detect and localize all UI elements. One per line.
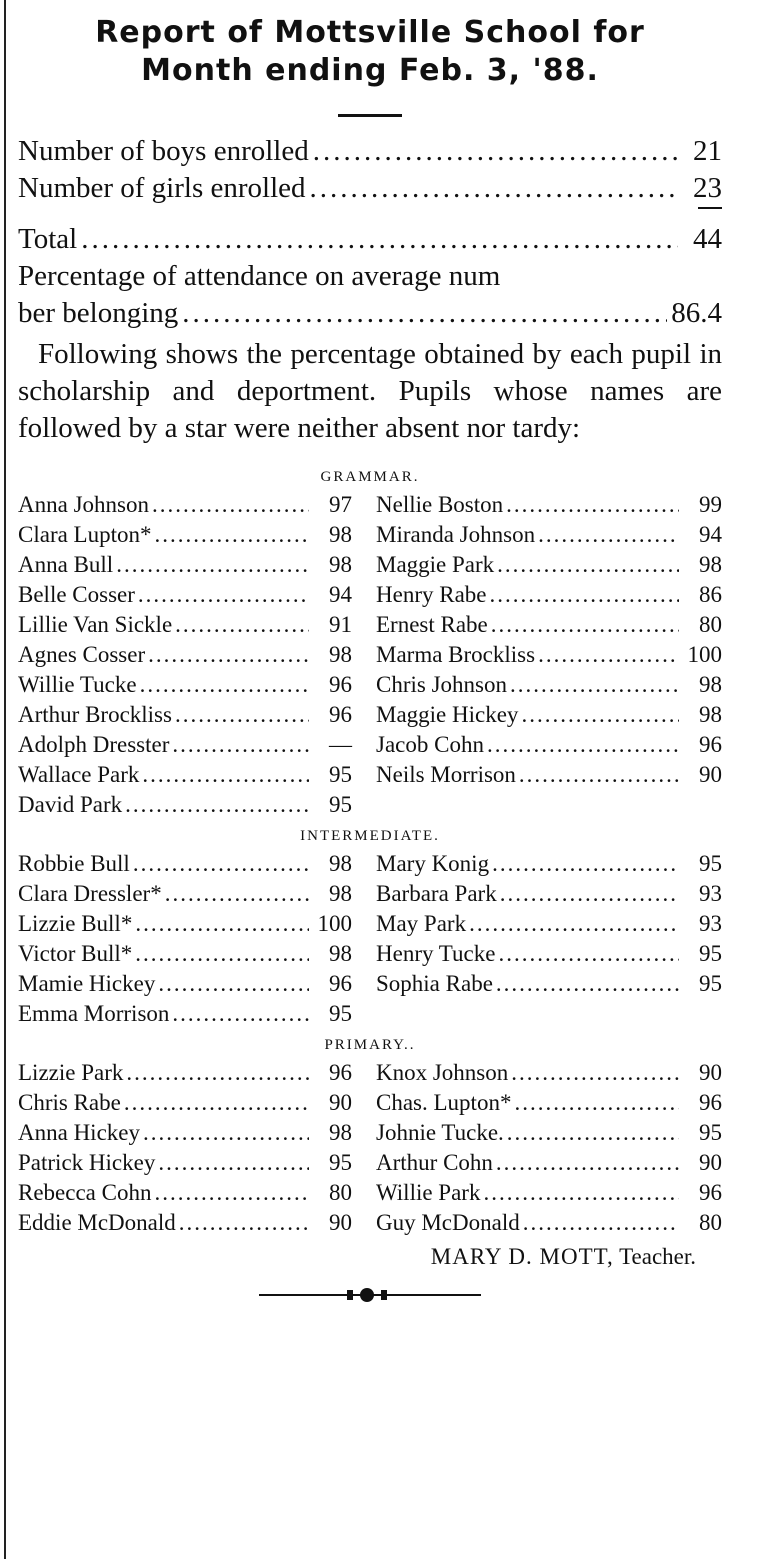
pupil-score: — (329, 732, 352, 757)
boys-enrolled-row (18, 133, 722, 170)
pupil-name: Victor Bull* (18, 941, 133, 966)
pupil-sections (18, 469, 722, 1238)
leader-dots (124, 1088, 309, 1118)
pupil-name: Emma Morrison (18, 1001, 170, 1026)
leader-dots (175, 610, 309, 640)
pupil-name: Clara Dressler* (18, 881, 162, 906)
pupil-name: Lillie Van Sickle (18, 612, 173, 637)
pupil-score: 96 (329, 702, 352, 727)
pupil-entry (18, 550, 370, 580)
pupil-score: 94 (699, 522, 722, 547)
pupil-row (18, 1088, 722, 1118)
pupil-row (18, 580, 722, 610)
pupil-score: 96 (699, 732, 722, 757)
pupil-name: Willie Tucke (18, 672, 137, 697)
pupil-row (18, 999, 722, 1029)
leader-dots (175, 700, 309, 730)
attendance-label-line-1 (18, 258, 722, 295)
pupil-score: 94 (329, 582, 352, 607)
pupil-entry (370, 700, 722, 730)
pupil-row (18, 849, 722, 879)
pupil-score: 91 (329, 612, 352, 637)
pupil-score: 93 (699, 911, 722, 936)
pupil-entry (18, 1058, 370, 1088)
pupil-entry (370, 939, 722, 969)
pupil-name: Anna Bull (18, 552, 114, 577)
total-label: Total (18, 223, 78, 255)
pupil-score: 90 (329, 1090, 352, 1115)
pupil-entry (370, 1118, 722, 1148)
pupil-entry (18, 999, 370, 1029)
pupil-name: Johnie Tucke. (376, 1120, 504, 1145)
headline-line-2: Month ending Feb. 3, '88. (141, 53, 599, 88)
pupil-entry (18, 490, 370, 520)
pupil-entry (370, 640, 722, 670)
leader-dots (491, 610, 679, 640)
leader-dots (538, 640, 679, 670)
pupil-entry (18, 670, 370, 700)
pupil-entry (18, 640, 370, 670)
attendance-value: 86.4 (671, 297, 722, 329)
section-heading: PRIMARY.. (324, 1037, 416, 1053)
pupil-entry (370, 610, 722, 640)
leader-dots (165, 879, 309, 909)
pupil-row (18, 1208, 722, 1238)
pupil-row (18, 730, 722, 760)
leader-dots (523, 1208, 679, 1238)
pupil-entry (370, 790, 722, 820)
pupil-entry (370, 1178, 722, 1208)
pupil-score: 95 (329, 1001, 352, 1026)
pupil-score: 95 (699, 1120, 722, 1145)
leader-dots (496, 969, 679, 999)
pupil-row (18, 1058, 722, 1088)
pupil-score: 98 (329, 881, 352, 906)
pupil-name: Patrick Hickey (18, 1150, 156, 1175)
attendance-label-1: Percentage of attendance on average num (18, 260, 501, 292)
pupil-entry (370, 580, 722, 610)
leader-dots (172, 999, 309, 1029)
pupil-entry (18, 1118, 370, 1148)
pupil-name: Barbara Park (376, 881, 497, 906)
total-value: 44 (693, 223, 722, 255)
pupil-entry (18, 1178, 370, 1208)
report-headline (18, 14, 722, 90)
pupil-name: Henry Tucke (376, 941, 496, 966)
pupil-name: Clara Lupton* (18, 522, 152, 547)
pupil-score: 98 (329, 941, 352, 966)
leader-dots (116, 550, 309, 580)
pupil-row (18, 969, 722, 999)
pupil-name: Maggie Hickey (376, 702, 519, 727)
pupil-name: Maggie Park (376, 552, 495, 577)
pupil-name: Rebecca Cohn (18, 1180, 152, 1205)
pupil-row (18, 610, 722, 640)
leader-dots (313, 133, 678, 170)
pupil-name: May Park (376, 911, 467, 936)
pupil-score: 99 (699, 492, 722, 517)
pupil-score: 95 (329, 792, 352, 817)
leader-dots (469, 909, 679, 939)
pupil-score: 98 (329, 552, 352, 577)
pupil-row (18, 1148, 722, 1178)
section-heading: INTERMEDIATE. (300, 828, 440, 844)
headline-divider (338, 114, 402, 117)
pupil-name: Lizzie Bull* (18, 911, 133, 936)
pupil-entry (18, 969, 370, 999)
pupil-score: 97 (329, 492, 352, 517)
pupil-entry (18, 730, 370, 760)
pupil-entry (370, 1208, 722, 1238)
pupil-entry (18, 760, 370, 790)
pupil-name: Belle Cosser (18, 582, 135, 607)
pupil-name: Knox Johnson (376, 1060, 509, 1085)
leader-dots (490, 580, 680, 610)
section-heading: GRAMMAR. (320, 469, 420, 485)
pupil-name: Mamie Hickey (18, 971, 156, 996)
pupil-row (18, 550, 722, 580)
pupil-score: 98 (699, 552, 722, 577)
pupil-name: Arthur Cohn (376, 1150, 493, 1175)
leader-dots (135, 909, 309, 939)
pupil-name: Neils Morrison (376, 762, 516, 787)
leader-dots (510, 670, 679, 700)
stat-value: 21 (693, 135, 722, 167)
pupil-entry (18, 580, 370, 610)
pupil-score: 95 (699, 941, 722, 966)
pupil-entry (370, 730, 722, 760)
pupil-name: Eddie McDonald (18, 1210, 176, 1235)
pupil-name: Agnes Cosser (18, 642, 146, 667)
pupil-row (18, 1178, 722, 1208)
pupil-entry (18, 520, 370, 550)
pupil-name: Anna Johnson (18, 492, 149, 517)
signature-line (18, 1242, 722, 1272)
leader-dots (310, 170, 678, 207)
leader-dots (521, 700, 679, 730)
pupil-score: 90 (699, 1150, 722, 1175)
pupil-score: 95 (329, 1150, 352, 1175)
pupil-name: Chris Johnson (376, 672, 507, 697)
pupil-entry (370, 670, 722, 700)
pupil-row (18, 760, 722, 790)
pupil-entry (370, 490, 722, 520)
pupil-row (18, 1118, 722, 1148)
pupil-entry (18, 939, 370, 969)
girls-enrolled-row (18, 170, 722, 207)
pupil-score: 98 (329, 1120, 352, 1145)
pupil-row (18, 700, 722, 730)
pupil-entry (18, 1208, 370, 1238)
pupil-score: 90 (699, 1060, 722, 1085)
pupil-score: 98 (329, 851, 352, 876)
leader-dots (487, 730, 679, 760)
pupil-score: 96 (329, 672, 352, 697)
pupil-entry (18, 610, 370, 640)
leader-dots (500, 879, 679, 909)
pupil-name: Chas. Lupton* (376, 1090, 512, 1115)
pupil-score: 80 (699, 612, 722, 637)
pupil-score: 80 (699, 1210, 722, 1235)
pupil-row (18, 909, 722, 939)
end-ornament (259, 1284, 481, 1306)
pupil-name: Chris Rabe (18, 1090, 121, 1115)
attendance-label-2: ber belonging (18, 297, 179, 329)
pupil-score: 100 (687, 642, 722, 667)
stat-label: Number of boys enrolled (18, 135, 309, 167)
pupil-row (18, 640, 722, 670)
leader-dots (81, 221, 678, 258)
column-rule (4, 0, 6, 1559)
leader-dots (142, 760, 309, 790)
leader-dots (496, 1148, 679, 1178)
pupil-entry (370, 1058, 722, 1088)
leader-dots (140, 670, 309, 700)
pupil-row (18, 520, 722, 550)
pupil-score: 95 (329, 762, 352, 787)
pupil-name: Nellie Boston (376, 492, 504, 517)
pupil-entry (370, 879, 722, 909)
leader-dots (182, 295, 667, 332)
leader-dots (126, 1058, 309, 1088)
pupil-name: Jacob Cohn (376, 732, 484, 757)
pupil-score: 96 (329, 971, 352, 996)
intro-paragraph: Following shows the percentage obtained by each pupil in scholarship and deportment. Pupils whose names are followed by a star were neither absent nor tardy: (18, 338, 722, 444)
leader-dots (519, 760, 679, 790)
leader-dots (138, 580, 309, 610)
pupil-score: 96 (329, 1060, 352, 1085)
pupil-row (18, 490, 722, 520)
pupil-entry (18, 849, 370, 879)
pupil-score: 98 (329, 522, 352, 547)
leader-dots (538, 520, 679, 550)
pupil-entry (370, 909, 722, 939)
pupil-score: 90 (699, 762, 722, 787)
pupil-entry (18, 1148, 370, 1178)
pupil-entry (370, 999, 722, 1029)
leader-dots (158, 969, 309, 999)
pupil-entry (18, 790, 370, 820)
leader-dots (506, 490, 679, 520)
pupil-entry (370, 849, 722, 879)
leader-dots (135, 939, 309, 969)
leader-dots (148, 640, 309, 670)
pupil-entry (370, 550, 722, 580)
leader-dots (492, 849, 679, 879)
leader-dots (507, 1118, 679, 1148)
pupil-score: 95 (699, 971, 722, 996)
pupil-score: 86 (699, 582, 722, 607)
leader-dots (143, 1118, 309, 1148)
headline-line-1: Report of Mottsville School for (95, 15, 645, 50)
pupil-score: 90 (329, 1210, 352, 1235)
total-row (18, 221, 722, 258)
pupil-name: Adolph Dresster (18, 732, 170, 757)
stat-value: 23 (693, 172, 722, 204)
pupil-name: Willie Park (376, 1180, 481, 1205)
pupil-name: Miranda Johnson (376, 522, 536, 547)
attendance-row (18, 295, 722, 332)
pupil-name: Henry Rabe (376, 582, 487, 607)
pupil-name: Guy McDonald (376, 1210, 520, 1235)
pupil-row (18, 790, 722, 820)
pupil-entry (370, 520, 722, 550)
pupil-entry (370, 969, 722, 999)
pupil-name: Lizzie Park (18, 1060, 124, 1085)
pupil-entry (370, 760, 722, 790)
leader-dots (511, 1058, 679, 1088)
pupil-score: 96 (699, 1090, 722, 1115)
pupil-name: Ernest Rabe (376, 612, 488, 637)
leader-dots (155, 520, 310, 550)
pupil-score: 98 (699, 672, 722, 697)
pupil-name: Marma Brockliss (376, 642, 536, 667)
pupil-entry (370, 1088, 722, 1118)
pupil-name: Anna Hickey (18, 1120, 140, 1145)
pupil-entry (18, 1088, 370, 1118)
leader-dots (497, 550, 679, 580)
leader-dots (498, 939, 679, 969)
leader-dots (133, 849, 309, 879)
leader-dots (158, 1148, 309, 1178)
leader-dots (125, 790, 309, 820)
pupil-entry (18, 700, 370, 730)
pupil-score: 96 (699, 1180, 722, 1205)
pupil-row (18, 670, 722, 700)
leader-dots (154, 1178, 309, 1208)
newspaper-clipping (18, 14, 722, 1306)
teacher-title: Teacher. (619, 1244, 696, 1269)
leader-dots (514, 1088, 679, 1118)
pupil-row (18, 879, 722, 909)
pupil-score: 98 (329, 642, 352, 667)
leader-dots (172, 730, 309, 760)
leader-dots (179, 1208, 309, 1238)
pupil-name: Robbie Bull (18, 851, 130, 876)
pupil-name: Arthur Brockliss (18, 702, 172, 727)
pupil-name: Wallace Park (18, 762, 140, 787)
pupil-name: Mary Konig (376, 851, 490, 876)
pupil-entry (18, 879, 370, 909)
pupil-score: 100 (317, 911, 352, 936)
pupil-entry (18, 909, 370, 939)
pupil-score: 95 (699, 851, 722, 876)
leader-dots (483, 1178, 679, 1208)
pupil-row (18, 939, 722, 969)
pupil-name: David Park (18, 792, 123, 817)
stat-label: Number of girls enrolled (18, 172, 306, 204)
leader-dots (152, 490, 309, 520)
pupil-entry (370, 1148, 722, 1178)
pupil-name: Sophia Rabe (376, 971, 493, 996)
pupil-score: 93 (699, 881, 722, 906)
pupil-score: 98 (699, 702, 722, 727)
teacher-name: MARY D. MOTT, (430, 1244, 614, 1269)
pupil-score: 80 (329, 1180, 352, 1205)
